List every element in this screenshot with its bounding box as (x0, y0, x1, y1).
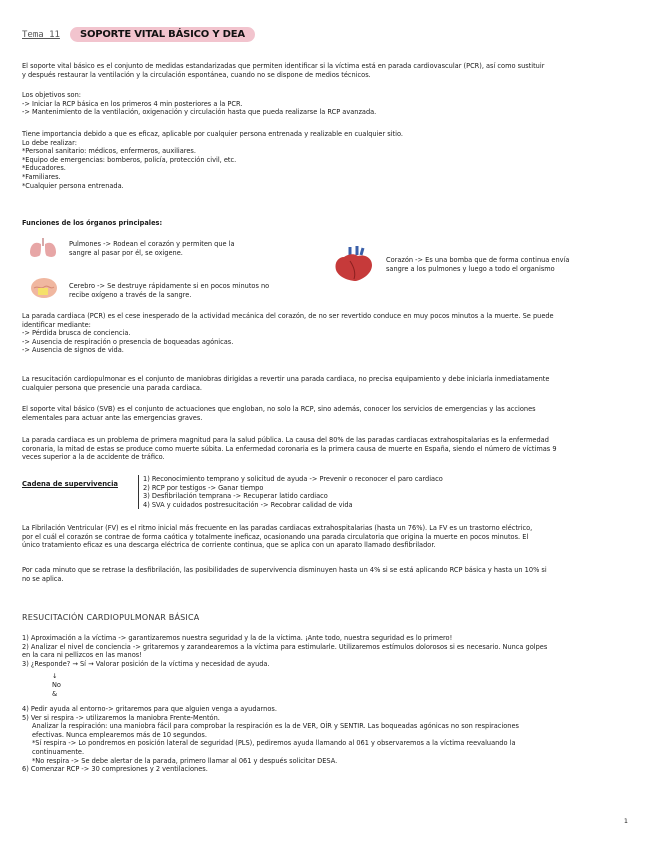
cadena-list (138, 475, 473, 509)
cadena-item: 4) SVA y cuidados postresucitación -> Recobrar calidad de vida (143, 500, 353, 509)
objectives-heading: Los objetivos son: (22, 91, 81, 99)
list-item: *Equipo de emergencias: bomberos, policía, protección civil, etc. (22, 155, 237, 164)
minuto-line: Por cada minuto que se retrase la desfibrilación, las posibilidades de supervivencia disminuyen hasta un 4% si se está aplicando RCP básica y hasta un 10% si (22, 566, 547, 574)
lungs-description (69, 240, 235, 257)
problema-line: La parada cardiaca es un problema de primera magnitud para la salud pública. La causa del 80% de las paradas cardiacas extrahospitalarias es la enfermedad (22, 436, 549, 444)
fibrilacion-line: único tratamiento eficaz es una descarga eléctrica de corriente continua, que se aplica con un aparato llamado desfibrilador. (22, 541, 436, 550)
fibrilacion-paragraph (22, 524, 632, 550)
problema-line: coronaria, la mitad de estas se produce como muerte súbita. La enfermedad coronaria es la primera causa de muerte en España, siendo el número de víctimas 9 (22, 444, 557, 453)
objectives-paragraph (22, 91, 632, 117)
list-item: *Educadores. (22, 164, 66, 173)
no-branch (52, 672, 92, 699)
step-detail: continuamente. (32, 747, 85, 756)
organ-line: sangre al pasar por él, se oxigene. (69, 248, 183, 257)
objective-item: -> Mantenimiento de la ventilación, oxigenación y circulación hasta que pueda realizarse la RCP avanzada. (22, 108, 377, 117)
step-line: 6) Comenzar RCP -> 30 compresiones y 2 ventilaciones. (22, 765, 208, 774)
fibrilacion-line: por el cuál el corazón se contrae de forma caótica y totalmente ineficaz, ocasionando una parada circulatoria que origina la muerte en pocos minutos. El (22, 532, 529, 541)
intro-paragraph (22, 62, 632, 79)
resucitacion-line: cualquier persona que presencie una parada cardiaca. (22, 383, 202, 392)
step-line: 5) Ver si respira -> utilizaremos la maniobra Frente-Mentón. (22, 713, 220, 722)
step-detail: *No respira -> Se debe alertar de la parada, primero llamar al 061 y después solicitar DESA. (32, 756, 338, 765)
cadena-label: Cadena de supervivencia (22, 480, 118, 488)
step-line: 2) Analizar el nivel de conciencia -> gritaremos y zarandearemos a la víctima para estimularle. Utilizaremos estímulos dolorosos si es necesario. Nunca golpes (22, 642, 548, 651)
organ-line: sangre a los pulmones y luego a todo el organismo (386, 264, 555, 273)
organ-line: Cerebro -> Se destruye rápidamente si en pocos minutos no (69, 282, 270, 290)
ampersand-label: & (52, 690, 58, 698)
step-detail: efectivas. Nunca emplearemos más de 10 segundos. (32, 730, 207, 739)
list-item: *Cualquier persona entrenada. (22, 181, 124, 190)
organs-heading: Funciones de los órganos principales: (22, 219, 163, 227)
parada-line: La parada cardiaca (PCR) es el cese inesperado de la actividad mecánica del corazón, de no ser revertido conduce en muy pocos minutos a la muerte. Se puede (22, 312, 554, 320)
fibrilacion-line: La Fibrilación Ventricular (FV) es el ritmo inicial más frecuente en las paradas cardiacas extrahospitalarias (hasta un 76%). La FV es un trastorno eléctrico, (22, 524, 533, 532)
topic-number: Tema 11 (22, 29, 60, 40)
intro-line: y después restaurar la ventilación y la circulación espontánea, cuando no se dispone de medios técnicos. (22, 70, 371, 79)
list-item: *Familiares. (22, 172, 61, 181)
importance-line: Lo debe realizar: (22, 138, 77, 147)
organ-line: recibe oxígeno a través de la sangre. (69, 290, 192, 299)
minuto-line: no se aplica. (22, 574, 64, 583)
resucitacion-paragraph (22, 375, 632, 392)
header (22, 27, 255, 42)
page-title: SOPORTE VITAL BÁSICO Y DEA (70, 27, 255, 42)
organ-line: Pulmones -> Rodean el corazón y permiten que la (69, 240, 235, 248)
step-detail: *Sí respira -> Lo pondremos en posición lateral de seguridad (PLS), pediremos ayuda llamando al 061 y observaremos a la víctima reevaluando la (32, 739, 516, 748)
brain-icon (30, 276, 58, 300)
list-item: -> Pérdida brusca de conciencia. (22, 329, 131, 338)
cadena-item: 2) RCP por testigos -> Ganar tiempo (143, 483, 264, 492)
importance-paragraph (22, 130, 632, 190)
step-line: en la cara ni pellizcos en las manos! (22, 651, 142, 660)
down-arrow-icon: ↓ (52, 672, 58, 680)
heart-icon (330, 243, 380, 283)
cadena-item: 1) Reconocimiento temprano y solicitud de ayuda -> Prevenir o reconocer el paro cardiaco (143, 475, 443, 483)
importance-line: Tiene importancia debido a que es eficaz, aplicable por cualquier persona entrenada y realizable en cualquier sitio. (22, 130, 403, 138)
step-detail: Analizar la respiración: una maniobra fácil para comprobar la respiración es la de VER, OÍR y SENTIR. Las boqueadas agónicas no son respiraciones (32, 722, 519, 731)
organ-line: Corazón -> Es una bomba que de forma continua envía (386, 256, 570, 264)
step-line: 3) ¿Responde? → Sí → Valorar posición de la víctima y necesidad de ayuda. (22, 659, 270, 668)
list-item: -> Ausencia de signos de vida. (22, 346, 124, 355)
brain-description (69, 282, 269, 299)
steps-second (22, 705, 632, 774)
heart-description (386, 256, 569, 273)
page-number: 1 (623, 817, 628, 825)
parada-line: identificar mediante: (22, 320, 91, 329)
svb-line: elementales para actuar ante las emergencias graves. (22, 413, 203, 422)
step-line: 1) Aproximación a la víctima -> garantizaremos nuestra seguridad y la de la víctima. ¡Ante todo, nuestra seguridad es lo primero! (22, 634, 453, 642)
svb-paragraph (22, 405, 632, 422)
minuto-paragraph (22, 566, 632, 583)
cadena-item: 3) Desfibrilación temprana -> Recuperar latido cardiaco (143, 492, 328, 501)
problema-line: veces superior a la de accidente de tráfico. (22, 453, 165, 462)
steps-first (22, 634, 632, 668)
lungs-icon (28, 236, 58, 260)
parada-paragraph (22, 312, 632, 355)
section-title: RESUCITACIÓN CARDIOPULMONAR BÁSICA (22, 613, 200, 622)
no-label: No (52, 681, 61, 689)
objective-item: -> Iniciar la RCP básica en los primeros 4 min posteriores a la PCR. (22, 99, 243, 108)
list-item: -> Ausencia de respiración o presencia de boqueadas agónicas. (22, 337, 234, 346)
svb-line: El soporte vital básico (SVB) es el conjunto de actuaciones que engloban, no solo la RCP, sino además, conocer los servicios de emergencias y las acciones (22, 405, 536, 413)
step-line: 4) Pedir ayuda al entorno-> gritaremos para que alguien venga a ayudarnos. (22, 705, 277, 713)
problema-paragraph (22, 436, 632, 462)
resucitacion-line: La resucitación cardiopulmonar es el conjunto de maniobras dirigidas a revertir una parada cardiaca, no precisa equipamiento y debe iniciarla inmediatamente (22, 375, 550, 383)
intro-line: El soporte vital básico es el conjunto de medidas estandarizadas que permiten identificar si la víctima está en parada cardiovascular (PCR), así como sustituir (22, 62, 545, 70)
list-item: *Personal sanitario: médicos, enfermeros, auxiliares. (22, 147, 196, 156)
